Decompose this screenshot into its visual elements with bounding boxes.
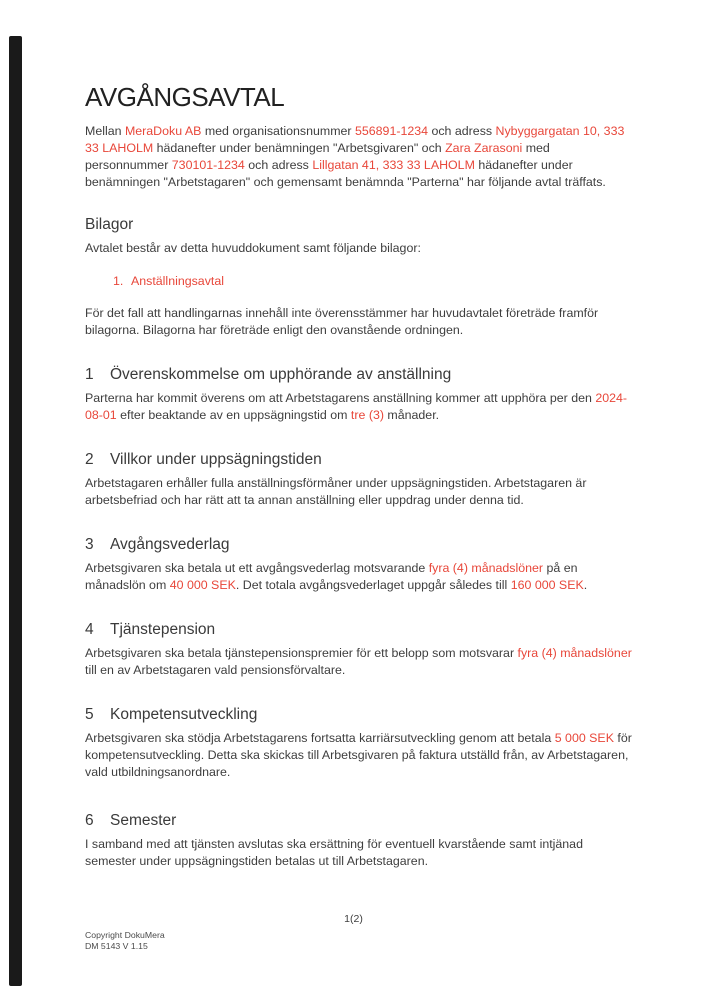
section-title: Villkor under uppsägningstiden [110, 450, 322, 468]
document-title: AVGÅNGSAVTAL [85, 82, 285, 112]
list-item-number: 1. [113, 273, 124, 288]
bilagor-lead: Avtalet består av detta huvuddokument samt följande bilagor: [85, 240, 421, 255]
section-3-body: Arbetsgivaren ska betala ut ett avgångsvederlag motsvarande fyra (4) månadslöner på en månadslön om 40 000 SEK. Det totala avgångsvederlaget uppgår således till 160 000 SEK. [85, 560, 588, 592]
section-3-heading [85, 534, 633, 555]
section-number: 2 [85, 450, 94, 468]
section-2-heading [85, 449, 633, 470]
vertical-scrollbar[interactable] [9, 36, 22, 986]
document-content [85, 83, 633, 870]
section-5-body: Arbetsgivaren ska stödja Arbetstagarens fortsatta karriärsutveckling genom att betala 5 000 SEK för kompetensutveckling. Detta ska skickas till Arbetsgivaren på faktura utställd från, av Arbetstagaren, vald utbildningsanordnare. [85, 730, 632, 779]
page-number: 1(2) [344, 913, 363, 925]
section-number: 4 [85, 620, 94, 638]
section-title: Kompetensutveckling [110, 705, 258, 723]
section-number: 3 [85, 535, 94, 553]
footer-copyright [85, 930, 165, 952]
section-2-body: Arbetstagaren erhåller fulla anställningsförmåner under uppsägningstiden. Arbetstagaren är arbetsbefriad och har rätt att ta annan anställning eller uppdrag under denna tid. [85, 475, 587, 507]
section-6-body: I samband med att tjänsten avslutas ska ersättning för eventuell kvarstående samt intjänad semester under uppsägningstiden betalas ut till Arbetstagaren. [85, 836, 583, 868]
bilagor-heading: Bilagor [85, 215, 134, 233]
section-title: Överenskommelse om upphörande av anställning [110, 365, 452, 383]
section-5 [85, 704, 633, 781]
section-4 [85, 619, 633, 679]
section-1 [85, 364, 633, 424]
section-4-body: Arbetsgivaren ska betala tjänstepensionspremier för ett belopp som motsvarar fyra (4) månadslöner till en av Arbetstagaren vald pensionsförvaltare. [85, 645, 632, 677]
intro-paragraph: Mellan MeraDoku AB med organisationsnummer 556891-1234 och adress Nybyggargatan 10, 333 33 LAHOLM hädanefter under benämningen "Arbetsgivaren" och Zara Zarasoni med personnummer 730101-1234 och adress Lillgatan 41, 333 33 LAHOLM hädanefter under benämningen "Arbetstagaren" och gemensamt benämnda "Parterna" har följande avtal träffats. [85, 123, 625, 189]
bilagor-note: För det fall att handlingarnas innehåll inte överensstämmer har huvudavtalet företräde framför bilagorna. Bilagorna har företräde enligt den ovanstående ordningen. [85, 305, 599, 337]
section-1-body: Parterna har kommit överens om att Arbetstagarens anställning kommer att upphöra per den 2024-08-01 efter beaktande av en uppsägningstid om tre (3) månader. [85, 390, 628, 422]
section-4-heading [85, 619, 633, 640]
section-title: Semester [110, 811, 177, 829]
section-number: 1 [85, 365, 94, 383]
section-2 [85, 449, 633, 509]
section-number: 6 [85, 811, 94, 829]
section-5-heading [85, 704, 633, 725]
section-3 [85, 534, 633, 594]
bilagor-list-item [85, 273, 633, 290]
list-item-label: Anställningsavtal [131, 273, 224, 288]
section-1-heading [85, 364, 633, 385]
section-6 [85, 810, 633, 870]
section-title: Tjänstepension [110, 620, 216, 638]
section-6-heading [85, 810, 633, 831]
section-title: Avgångsvederlag [110, 535, 230, 553]
document-version: DM 5143 V 1.15 [85, 941, 148, 951]
copyright-line: Copyright DokuMera [85, 930, 165, 940]
section-number: 5 [85, 705, 94, 723]
